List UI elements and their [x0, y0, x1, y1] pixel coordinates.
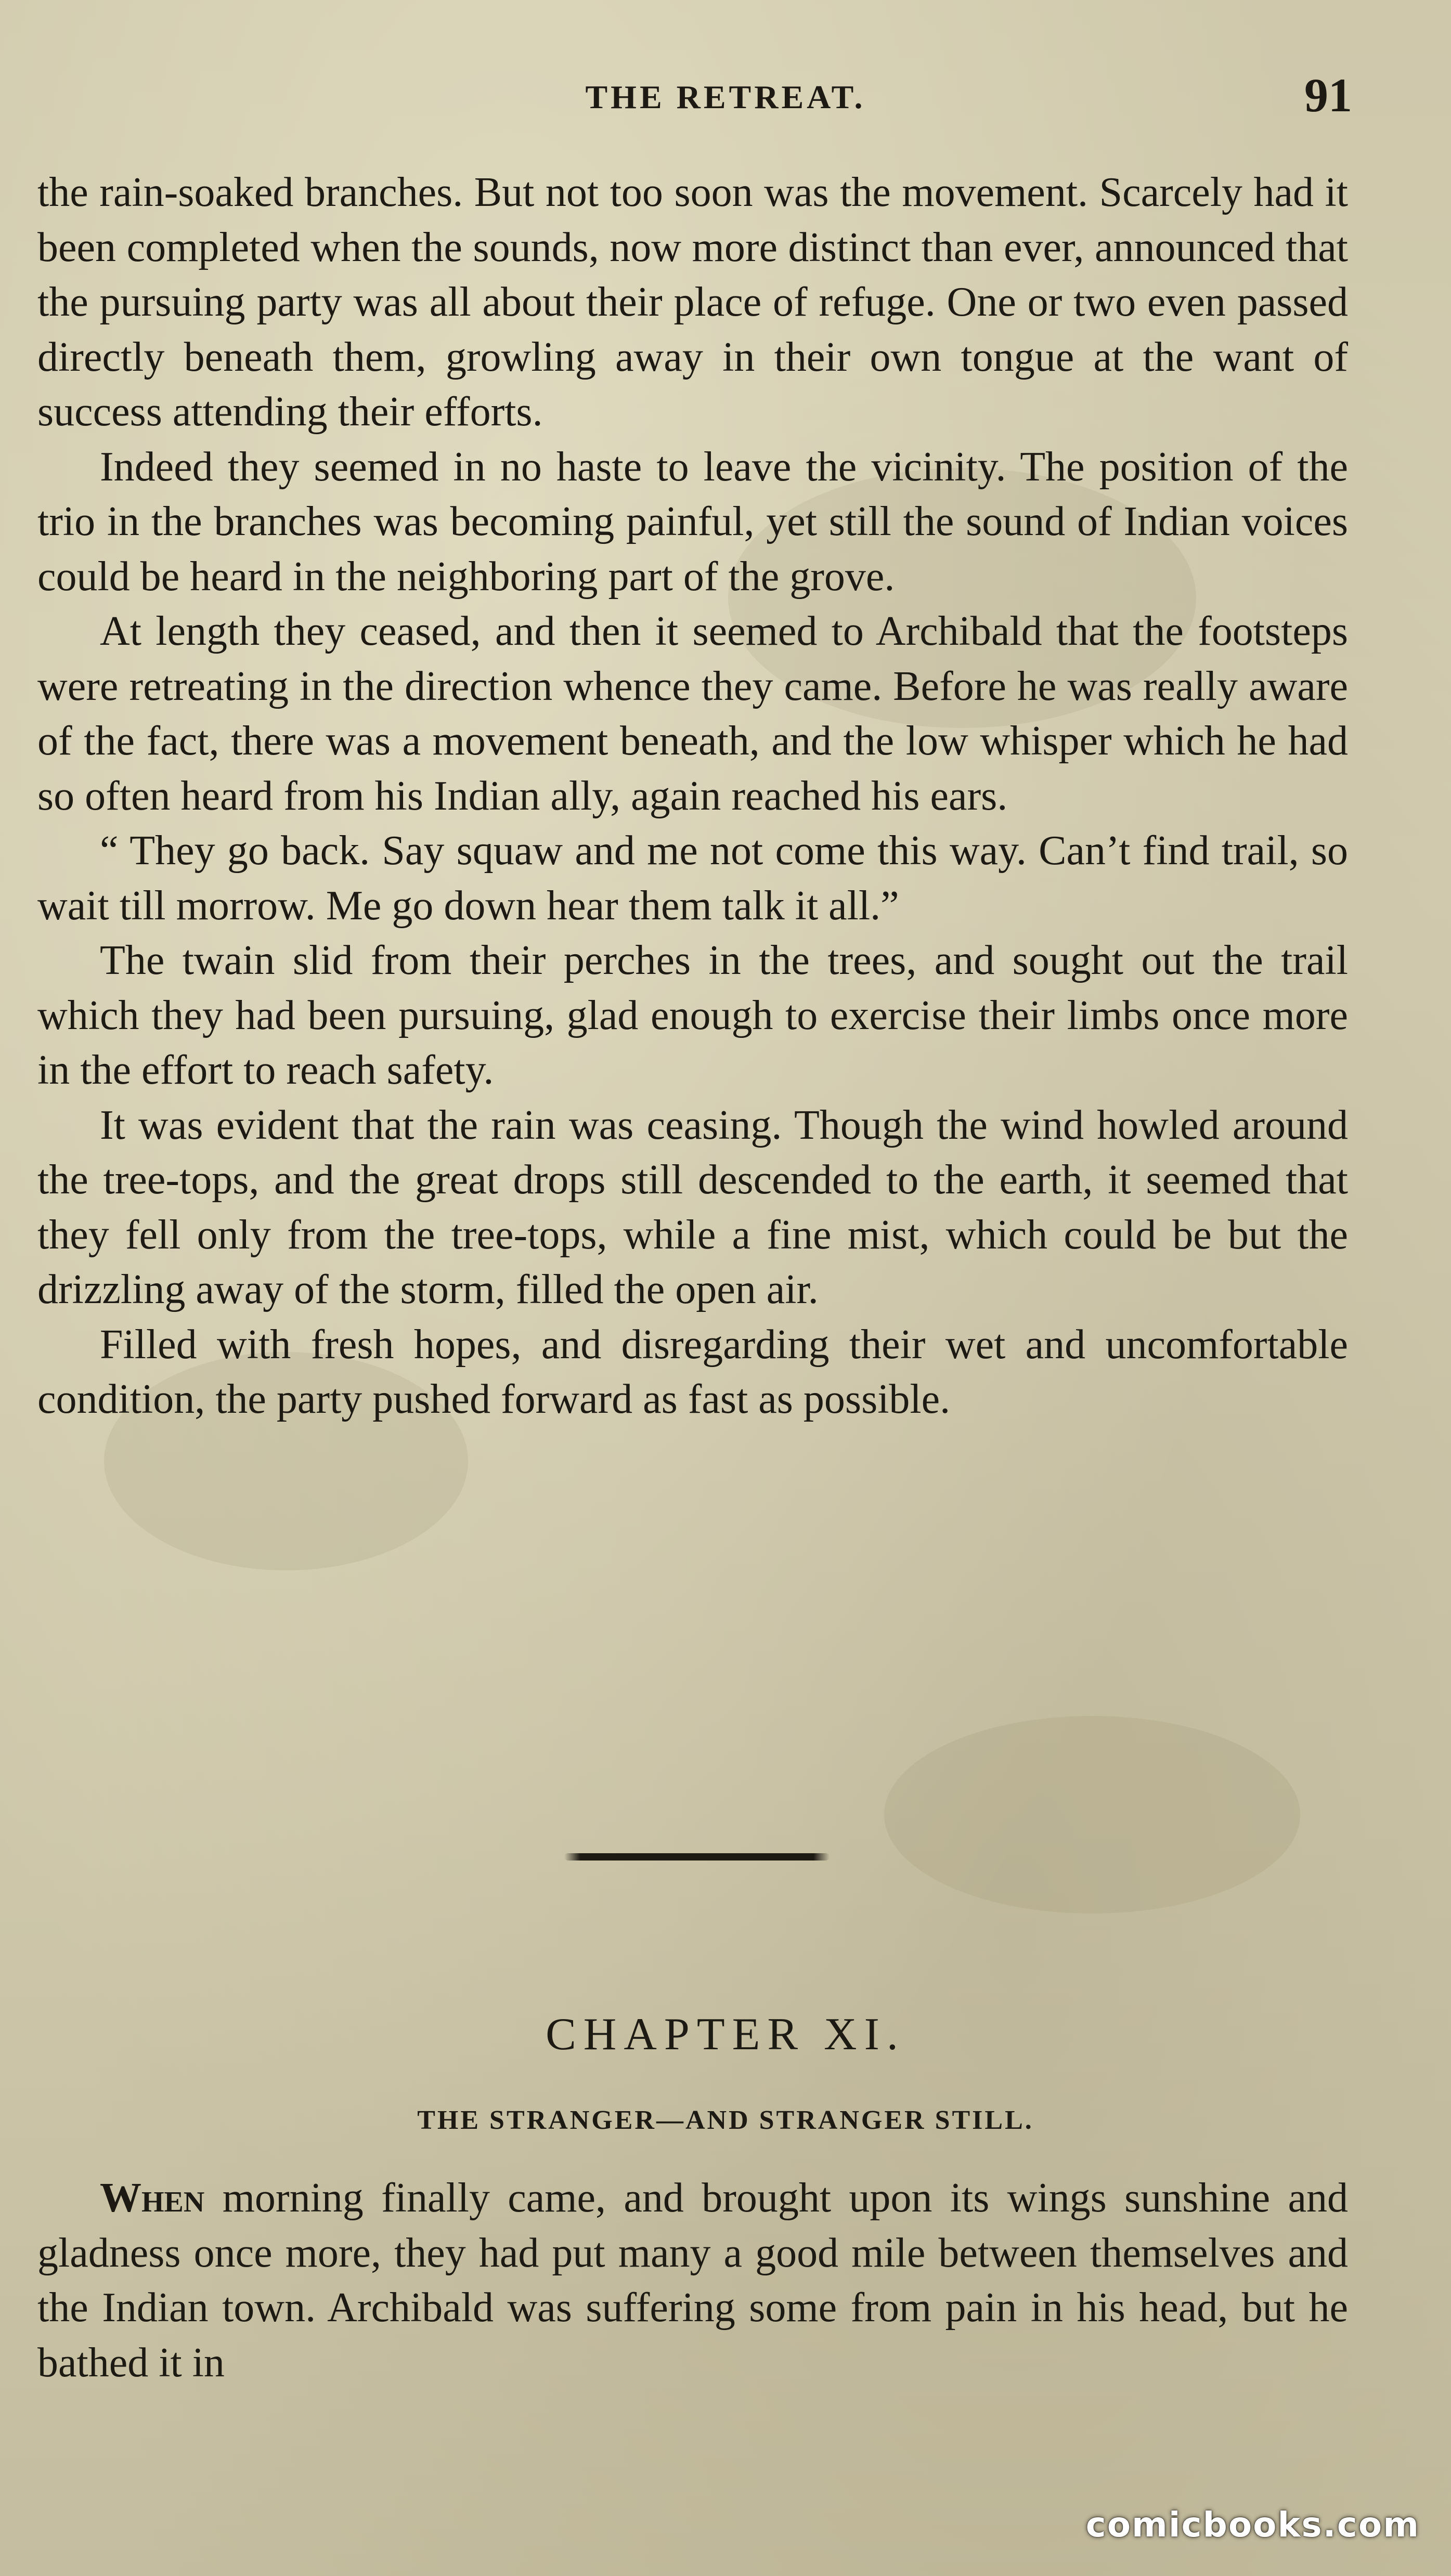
chapter-title: CHAPTER XI.	[546, 2009, 905, 2060]
watermark: comicbooks.com	[1085, 2505, 1420, 2545]
paragraph: “ They go back. Say squaw and me not come this way. Can’t find trail, so wait till morrow. Me go down hear them talk it all.”	[37, 828, 1348, 929]
page-header	[0, 68, 1451, 130]
paragraph: Filled with fresh hopes, and disregarding their wet and uncomfortable condition, the party pushed forward as fast as possible.	[37, 1321, 1348, 1422]
section-divider	[564, 1853, 830, 1861]
chapter-opening-text: morning finally came, and brought upon its wings sunshine and gladness once more, they had put many a good mile between themselves and the Indian town. Archibald was suffering some from pain in his head, but he bathed it in	[37, 2175, 1348, 2386]
paragraph: Indeed they seemed in no haste to leave the vicinity. The position of the trio in the branches was becoming painful, yet still the sound of Indian voices could be heard in the neighboring part of the grove.	[37, 444, 1348, 600]
paragraph: At length they ceased, and then it seemed to Archibald that the footsteps were retreating in the direction whence they came. Before he was really aware of the fact, there was a movement beneath, and the low whisper which he had so often heard from his Indian ally, again reached his ears.	[37, 608, 1348, 819]
chapter-paragraph	[37, 2171, 1348, 2390]
body-text	[37, 165, 1348, 1427]
chapter-opening-word: When	[100, 2175, 205, 2221]
running-head: THE RETREAT.	[585, 79, 866, 115]
page-number: 91	[1304, 69, 1352, 122]
chapter-subtitle: THE STRANGER—AND STRANGER STILL.	[417, 2105, 1034, 2135]
paragraph: It was evident that the rain was ceasing. Though the wind howled around the tree-tops, and the great drops still descended to the earth, it seemed that they fell only from the tree-tops, while a fine mist, which could be but the drizzling away of the storm, filled the open air.	[37, 1102, 1348, 1312]
chapter-text	[37, 2171, 1348, 2390]
paper-stain	[884, 1716, 1300, 1914]
paragraph: The twain slid from their perches in the trees, and sought out the trail which they had been pursuing, glad enough to exercise their limbs once more in the effort to reach safety.	[37, 938, 1348, 1093]
paragraph: the rain-soaked branches. But not too soon was the movement. Scarcely had it been completed when the sounds, now more distinct than ever, announced that the pursuing party was all about their place of refuge. One or two even passed directly beneath them, growling away in their own tongue at the want of success attending their efforts.	[37, 170, 1348, 435]
